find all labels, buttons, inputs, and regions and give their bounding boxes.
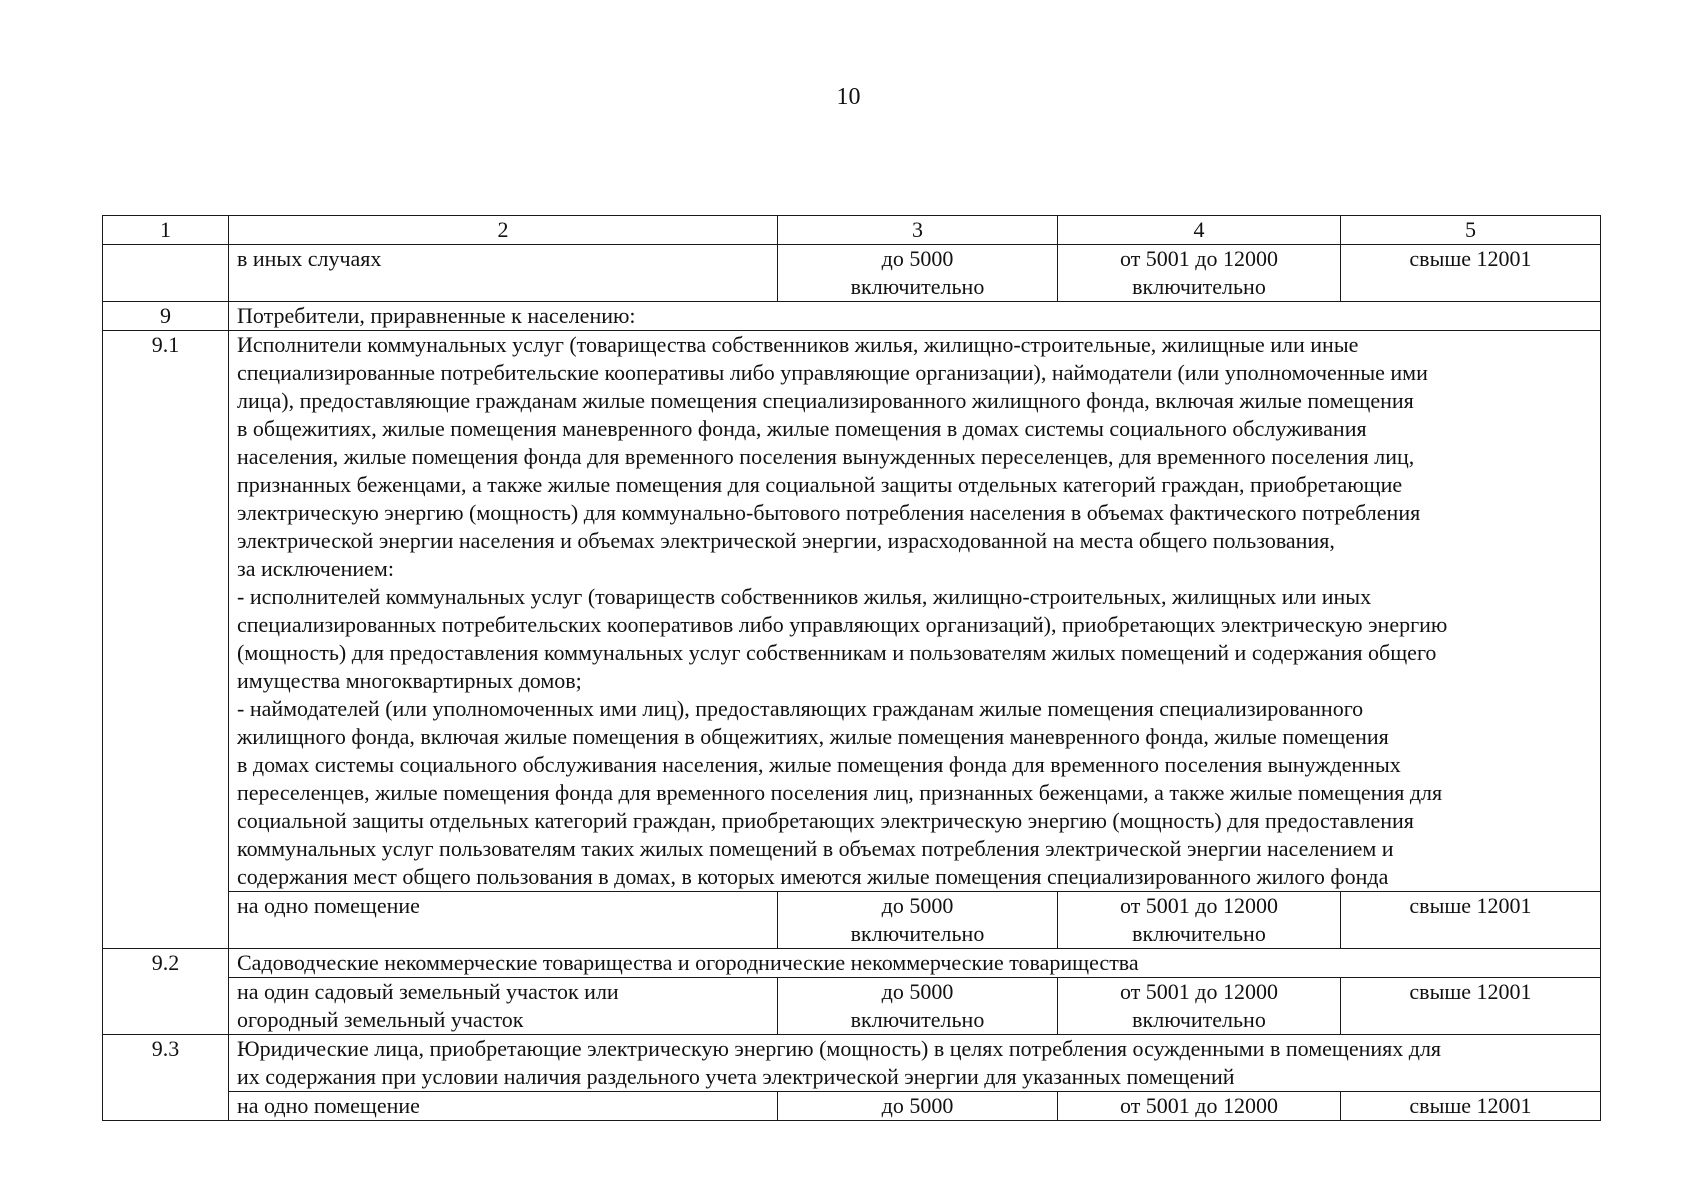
tariff-table — [102, 215, 1601, 1121]
description-line: за исключением: — [237, 556, 394, 581]
range-mid-cell: от 5001 до 12000 — [1058, 1092, 1341, 1121]
section-title: Потребители, приравненные к населению: — [229, 302, 1601, 331]
description-line: их содержания при условии наличия раздельного учета электрической энергии для указанных помещений — [237, 1064, 1235, 1089]
range-low-cell: до 5000 включительно — [778, 892, 1058, 949]
description-line: в домах системы социального обслуживания населения, жилые помещения фонда для временного поселения вынужденных — [237, 752, 1401, 777]
description-line: содержания мест общего пользования в домах, в которых имеются жилые помещения специализированного жилого фонда — [237, 864, 1389, 889]
table-row-other-cases — [103, 245, 1601, 302]
column-header-5: 5 — [1341, 216, 1601, 245]
table-row-9-2-values — [103, 978, 1601, 1035]
range-high-cell: свыше 12001 — [1341, 978, 1601, 1035]
range-high-cell: свыше 12001 — [1341, 245, 1601, 302]
column-header-1: 1 — [103, 216, 229, 245]
range-mid-cell: от 5001 до 12000 включительно — [1058, 892, 1341, 949]
row-description — [229, 1035, 1601, 1092]
table-row-9-1-values — [103, 892, 1601, 949]
page-number: 10 — [836, 84, 861, 110]
description-line: Исполнители коммунальных услуг (товарищества собственников жилья, жилищно-строительные, жилищные или иные — [237, 332, 1359, 357]
description-line: признанных беженцами, а также жилые помещения для социальной защиты отдельных категорий граждан, приобретающие — [237, 472, 1403, 497]
description-line: переселенцев, жилые помещения фонда для временного поселения лиц, признанных беженцами, а также жилые помещения для — [237, 780, 1443, 805]
range-mid-cell: от 5001 до 12000 включительно — [1058, 978, 1341, 1035]
description-line: лица), предоставляющие гражданам жилые помещения специализированного жилищного фонда, включая жилые помещения — [237, 388, 1414, 413]
range-low-cell: до 5000 — [778, 1092, 1058, 1121]
range-high-cell: свыше 12001 — [1341, 1092, 1601, 1121]
range-low-cell: до 5000 включительно — [778, 978, 1058, 1035]
description-line: жилищного фонда, включая жилые помещения в общежитиях, жилые помещения маневренного фонда, жилые помещения — [237, 724, 1389, 749]
description-line: социальной защиты отдельных категорий граждан, приобретающих электрическую энергию (мощность) для предоставления — [237, 808, 1414, 833]
description-line: электрической энергии населения и объемах электрической энергии, израсходованной на места общего пользования, — [237, 528, 1335, 553]
description-line: в общежитиях, жилые помещения маневренного фонда, жилые помещения в домах системы социального обслуживания — [237, 416, 1367, 441]
row-description — [229, 331, 1601, 892]
description-line: коммунальных услуг пользователям таких жилых помещений в объемах потребления электрической энергии населением и — [237, 836, 1394, 861]
column-header-4: 4 — [1058, 216, 1341, 245]
row-number-cell — [103, 245, 229, 302]
category-label: на одно помещение — [229, 892, 778, 949]
column-header-3: 3 — [778, 216, 1058, 245]
row-description: Садоводческие некоммерческие товарищества и огороднические некоммерческие товарищества — [229, 949, 1601, 978]
description-line: Юридические лица, приобретающие электрическую энергию (мощность) в целях потребления осужденными в помещениях для — [237, 1036, 1442, 1061]
range-mid-cell: от 5001 до 12000 включительно — [1058, 245, 1341, 302]
category-label: на одно помещение — [229, 1092, 778, 1121]
table-row-9-3-values — [103, 1092, 1601, 1121]
row-number: 9.2 — [103, 949, 229, 1035]
description-line: населения, жилые помещения фонда для временного поселения вынужденных переселенцев, для временного поселения лиц, — [237, 444, 1415, 469]
row-number: 9.1 — [103, 331, 229, 949]
column-header-2: 2 — [229, 216, 778, 245]
table-row-9-2 — [103, 949, 1601, 978]
description-line: - наймодателей (или уполномоченных ими лиц), предоставляющих гражданам жилые помещения специализированного — [237, 696, 1364, 721]
description-lines — [237, 1035, 1592, 1091]
range-low-cell: до 5000 включительно — [778, 245, 1058, 302]
description-line: имущества многоквартирных домов; — [237, 668, 582, 693]
row-number: 9.3 — [103, 1035, 229, 1121]
table-row-9-1 — [103, 331, 1601, 892]
description-line: специализированные потребительские кооперативы либо управляющие организации), наймодатели (или уполномоченные ими — [237, 360, 1428, 385]
row-number: 9 — [103, 302, 229, 331]
range-high-cell: свыше 12001 — [1341, 892, 1601, 949]
description-lines — [237, 331, 1592, 891]
category-label: на один садовый земельный участок или огородный земельный участок — [229, 978, 778, 1035]
table-row-9 — [103, 302, 1601, 331]
table-row-9-3 — [103, 1035, 1601, 1092]
category-label: в иных случаях — [229, 245, 778, 302]
description-line: (мощность) для предоставления коммунальных услуг собственникам и пользователям жилых помещений и содержания общего — [237, 640, 1437, 665]
description-line: электрическую энергию (мощность) для коммунально-бытового потребления населения в объемах фактического потребления — [237, 500, 1421, 525]
description-line: - исполнителей коммунальных услуг (товариществ собственников жилья, жилищно-строительных, жилищных или иных — [237, 584, 1372, 609]
description-line: специализированных потребительских кооперативов либо управляющих организаций), приобретающих электрическую энергию — [237, 612, 1448, 637]
table-header-row — [103, 216, 1601, 245]
